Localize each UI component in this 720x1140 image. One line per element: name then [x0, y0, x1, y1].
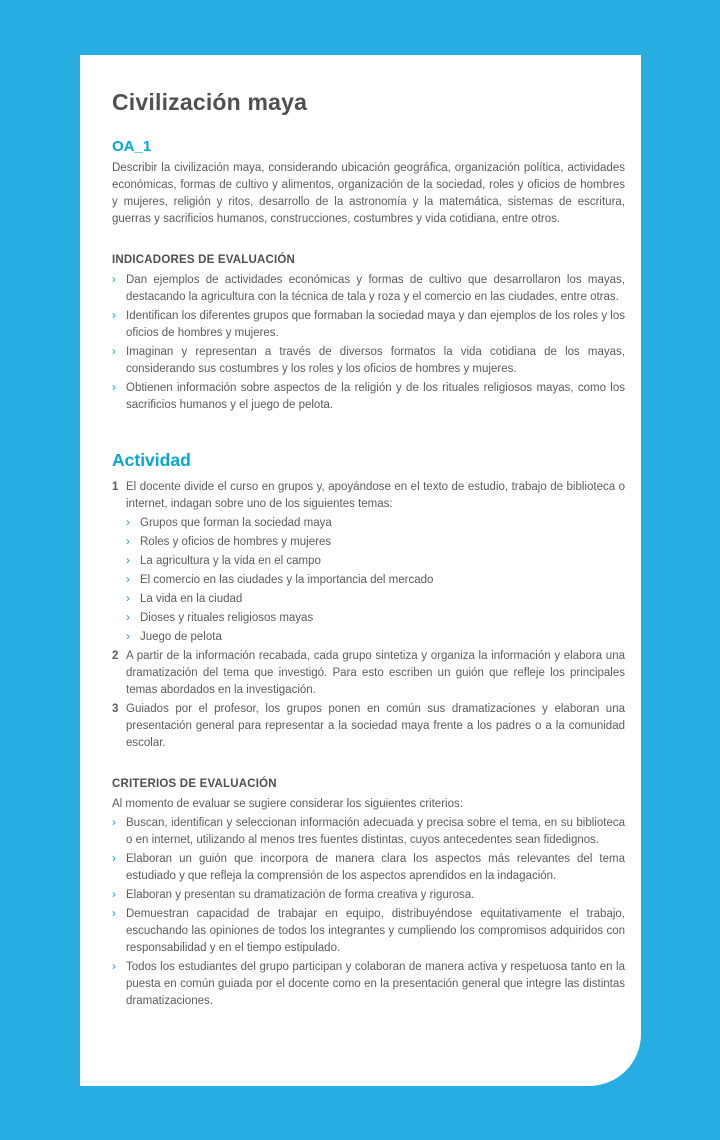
indicador-item	[112, 272, 625, 306]
tema-text: Juego de pelota	[140, 631, 222, 643]
chevron-bullet-icon: ›	[112, 310, 116, 322]
chevron-bullet-icon: ›	[112, 908, 116, 920]
chevron-bullet-icon: ›	[126, 517, 130, 529]
criterio-text: Demuestran capacidad de trabajar en equipo, distribuyéndose equitativamente el trabajo, escuchando las opiniones de todos los integrantes y cumpliendo los compromisos adquiridos con responsabilidad y en el tiempo estipulado.	[126, 908, 625, 954]
tema-text: Grupos que forman la sociedad maya	[140, 517, 332, 529]
tema-item	[126, 553, 625, 570]
actividad-heading: Actividad	[112, 450, 191, 470]
chevron-bullet-icon: ›	[112, 817, 116, 829]
temas-list	[126, 515, 625, 646]
chevron-bullet-icon: ›	[112, 961, 116, 973]
criterio-item	[112, 851, 625, 885]
step-text: A partir de la información recabada, cada grupo sintetiza y organiza la información y elabora una dramatización del tema que investigó. Para esto escriben un guión que refleje los principales temas abordados en la investigación.	[126, 650, 625, 696]
actividad-steps	[112, 479, 625, 752]
tema-text: La vida en la ciudad	[140, 593, 243, 605]
criterios-list	[112, 815, 625, 1010]
step-number: 3	[112, 703, 119, 715]
step-body	[126, 648, 625, 699]
tema-item	[126, 572, 625, 589]
criterio-text: Elaboran y presentan su dramatización de forma creativa y rigurosa.	[126, 889, 475, 901]
tema-item	[126, 610, 625, 627]
criterio-text: Buscan, identifican y seleccionan información adecuada y precisa sobre el tema, en su biblioteca o en internet, utilizando al menos tres fuentes distintas, cuyos antecedentes sean fidedignos.	[126, 817, 625, 846]
tema-item	[126, 629, 625, 646]
page-title: Civilización maya	[112, 89, 308, 115]
tema-text: Roles y oficios de hombres y mujeres	[140, 536, 332, 548]
chevron-bullet-icon: ›	[112, 346, 116, 358]
chevron-bullet-icon: ›	[126, 536, 130, 548]
indicador-text: Identifican los diferentes grupos que formaban la sociedad maya y dan ejemplos de los roles y los oficios de hombres y mujeres.	[126, 310, 625, 339]
tema-text: Dioses y rituales religiosos mayas	[140, 612, 314, 624]
chevron-bullet-icon: ›	[126, 631, 130, 643]
section-oa	[112, 138, 625, 228]
criterio-item	[112, 815, 625, 849]
tema-item	[126, 515, 625, 532]
chevron-bullet-icon: ›	[112, 853, 116, 865]
step-text: El docente divide el curso en grupos y, apoyándose en el texto de estudio, trabajo de biblioteca o internet, indagan sobre uno de los siguientes temas:	[126, 481, 625, 510]
indicador-text: Obtienen información sobre aspectos de la religión y de los rituales religiosos mayas, como los sacrificios humanos y el juego de pelota.	[126, 382, 625, 411]
indicador-text: Dan ejemplos de actividades económicas y formas de cultivo que desarrollaron los mayas, destacando la agricultura con la técnica de tala y roza y el comercio en las ciudades, entre otras.	[126, 274, 625, 303]
indicador-item	[112, 308, 625, 342]
step-number: 1	[112, 481, 119, 493]
criterio-text: Elaboran un guión que incorpora de manera clara los aspectos más relevantes del tema estudiado y que refleja la comprensión de los aspectos aprendidos en la indagación.	[126, 853, 625, 882]
chevron-bullet-icon: ›	[112, 382, 116, 394]
chevron-bullet-icon: ›	[112, 889, 116, 901]
oa-body: Describir la civilización maya, considerando ubicación geográfica, organización política, actividades económicas, formas de cultivo y alimentos, organización de la sociedad, roles y oficios de hombres y mujeres, religión y ritos, desarrollo de la astronomía y la matemática, sistemas de escritura, guerras y sacrificios humanos, construcciones, costumbres y vida cotidiana, entre otros.	[112, 162, 625, 225]
indicador-text: Imaginan y representan a través de diversos formatos la vida cotidiana de los mayas, considerando sus costumbres y los roles y los oficios de hombres y mujeres.	[126, 346, 625, 375]
criterio-item	[112, 906, 625, 957]
criterios-intro: Al momento de evaluar se sugiere considerar los siguientes criterios:	[112, 798, 463, 810]
document-card	[80, 55, 641, 1086]
chevron-bullet-icon: ›	[126, 555, 130, 567]
step-body	[126, 479, 625, 646]
section-actividad	[112, 450, 625, 752]
tema-item	[126, 591, 625, 608]
indicadores-list	[112, 272, 625, 414]
chevron-bullet-icon: ›	[126, 593, 130, 605]
chevron-bullet-icon: ›	[126, 612, 130, 624]
oa-heading: OA_1	[112, 138, 152, 155]
tema-text: La agricultura y la vida en el campo	[140, 555, 321, 567]
chevron-bullet-icon: ›	[126, 574, 130, 586]
step-text: Guiados por el profesor, los grupos ponen en común sus dramatizaciones y elaboran una presentación general para representar a la sociedad maya frente a los padres o a la comunidad escolar.	[126, 703, 625, 749]
step-number: 2	[112, 650, 119, 662]
criterios-heading: CRITERIOS DE EVALUACIÓN	[112, 778, 277, 790]
criterio-item	[112, 887, 625, 904]
actividad-step	[112, 648, 625, 699]
actividad-step	[112, 479, 625, 646]
section-criterios	[112, 778, 625, 1010]
tema-text: El comercio en las ciudades y la importancia del mercado	[140, 574, 434, 586]
chevron-bullet-icon: ›	[112, 274, 116, 286]
criterio-item	[112, 959, 625, 1010]
tema-item	[126, 534, 625, 551]
criterio-text: Todos los estudiantes del grupo participan y colaboran de manera activa y respetuosa tanto en la puesta en común guiada por el docente como en la presentación general que integre las distintas dramatizaciones.	[126, 961, 625, 1007]
indicador-item	[112, 344, 625, 378]
indicador-item	[112, 380, 625, 414]
actividad-step	[112, 701, 625, 752]
indicadores-heading: INDICADORES DE EVALUACIÓN	[112, 254, 296, 266]
section-indicadores	[112, 254, 625, 414]
step-body	[126, 701, 625, 752]
